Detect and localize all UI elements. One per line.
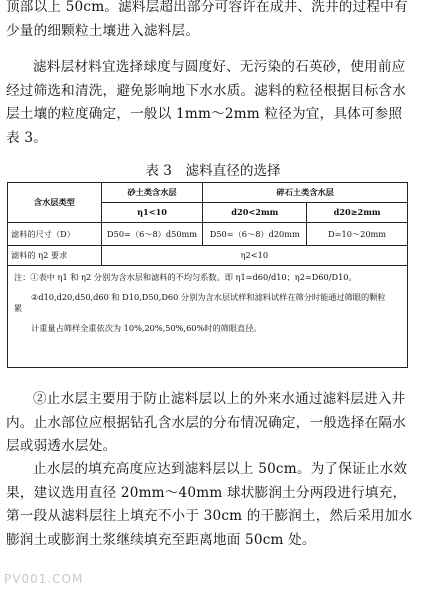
paragraph-1: 顶部以上 50cm。滤料层超出部分可容许在成井、洗井的过程中有少量的细颗粒土壤进入滤料层。 [6,0,408,39]
row-label-eta2: 滤料的 η2 要求 [8,246,102,266]
header-sand-aquifer: 砂土类含水层 [101,183,203,203]
note-2: ②d10,d20,d50,d60 和 D10,D50,D60 分别为含水层试样和滤料试样在筛分时能通过筛眼的颗粒 [31,292,386,302]
filter-diameter-table [7,182,408,368]
table-notes [8,266,408,368]
table-row [8,223,408,246]
note-2-tail: 计重量占筛样全重依次为 10%,20%,50%,60%时的筛眼直径。 [31,323,262,333]
table-caption: 表 3 滤料直径的选择 [145,163,281,179]
cell-gravel-lt-size: D50=（6～8）d20mm [203,223,307,246]
paragraph-3: ②止水层主要用于防止滤料层以上的外来水通过滤料层进入井内。止水部位应根据钻孔含水层的分布情况确定，一般选择在隔水层或弱透水层处。 [6,391,407,454]
row-label-filter-size: 滤料的尺寸（D） [8,223,102,246]
paragraph-2: 滤料层材料宜选择球度与圆度好、无污染的石英砂，使用前应经过筛选和清洗，避免影响地下水水质。滤料的粒径根据目标含水层土壤的粒度确定，一般以 1mm～2mm 粒径为宜，具体可参照表 3。 [6,59,407,146]
header-gravel-aquifer: 碎石土类含水层 [203,183,408,203]
subheader-eta1: η1<10 [101,203,203,223]
subheader-d20-ge: d20≥2mm [307,203,408,223]
cell-eta2-value: η2<10 [101,246,407,266]
paragraph-4: 止水层的填充高度应达到滤料层以上 50cm。为了保证止水效果，建议选用直径 20mm～40mm 球状膨润土分两段进行填充，第一段从滤料层往上填充不小于 30cm 的干膨润土，然后采用加水膨润土或膨润土浆继续填充至距离地面 50cm 处。 [6,461,413,548]
cell-gravel-ge-size: D=10～20mm [307,223,408,246]
table-row [8,246,408,266]
note-2-continued: 累 [14,303,23,313]
subheader-d20-lt: d20<2mm [203,203,307,223]
note-1: 注：①表中 η1 和 η2 分别为含水层和滤料的不均匀系数。即 η1=d60/d10；η2=D60/D10。 [14,272,357,282]
cell-sand-size: D50=（6～8）d50mm [101,223,203,246]
header-aquifer-type: 含水层类型 [8,183,102,223]
watermark: PV001.COM [4,572,84,586]
